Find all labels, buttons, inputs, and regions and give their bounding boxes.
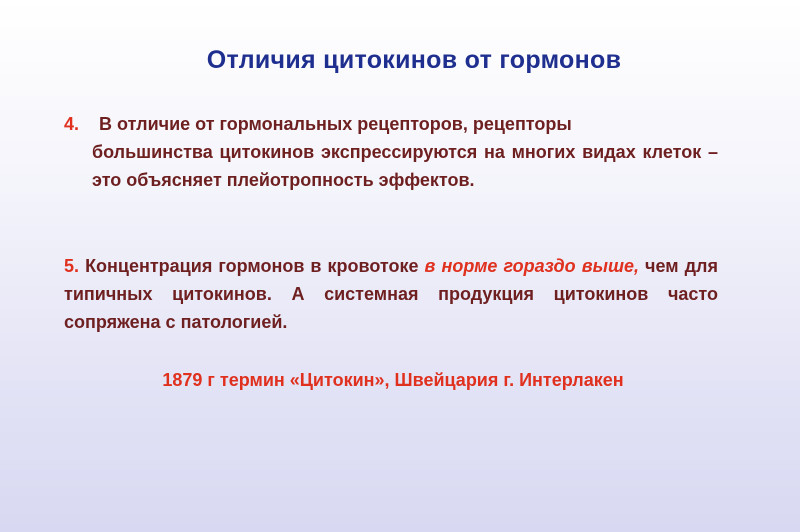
item-text-before: Концентрация гормонов в кровотоке (85, 256, 419, 276)
item-text-emphasis: в норме гораздо выше, (424, 256, 639, 276)
item-number: 4. (64, 114, 80, 134)
footer-note: 1879 г термин «Цитокин», Швейцария г. Интерлакен (162, 370, 624, 390)
slide-title: Отличия цитокинов от гормонов (206, 46, 622, 74)
item-text-line1: В отличие от гормональных рецепторов, рецепторы (99, 114, 572, 134)
item-text-after: чем для типичных цитокинов. А системная продукция цитокинов часто сопряжена с патологией. (64, 256, 718, 332)
list-item-4 (64, 110, 718, 194)
list-item-5 (64, 252, 718, 336)
item-text-rest: большинства цитокинов экспрессируются на многих видах клеток – это объясняет плейотропность эффектов. (92, 142, 718, 190)
item-number: 5. (64, 256, 80, 276)
